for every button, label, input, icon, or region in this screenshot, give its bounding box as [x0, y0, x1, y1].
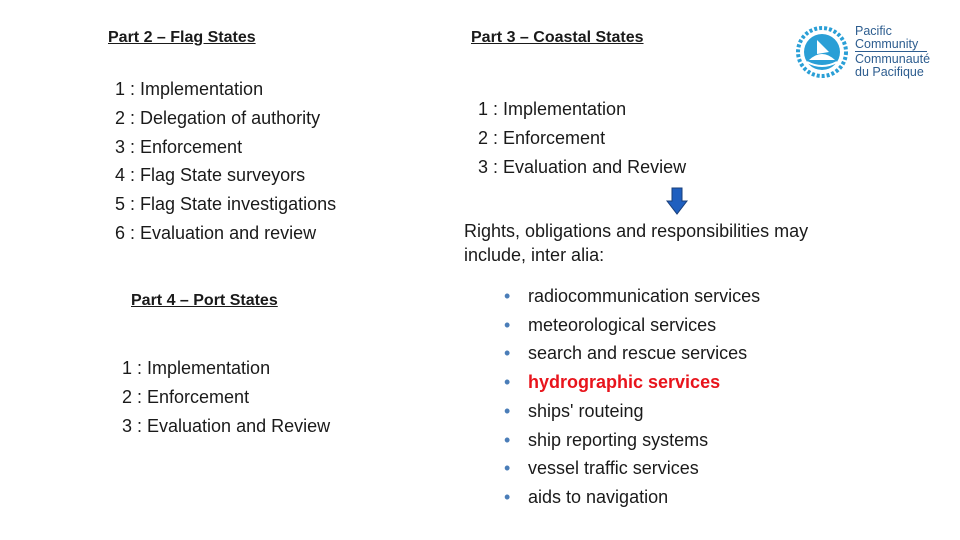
- list-item: • vessel traffic services: [504, 454, 760, 483]
- services-list: [504, 282, 760, 512]
- list-item-highlighted: • hydrographic services: [504, 368, 760, 397]
- list-item: 5 : Flag State investigations: [115, 194, 337, 215]
- bullet-icon: •: [504, 286, 511, 306]
- part3-list: [478, 95, 686, 181]
- list-item: • aids to navigation: [504, 483, 760, 512]
- list-item: 2 : Enforcement: [122, 386, 250, 407]
- list-item: 1 : Implementation: [478, 99, 627, 119]
- list-item: 2 : Enforcement: [478, 127, 606, 148]
- part3-heading: Part 3 – Coastal States: [471, 29, 644, 46]
- part4-heading: Part 4 – Port States: [131, 292, 278, 309]
- logo-emblem-icon: [795, 22, 851, 84]
- list-item: • ships' routeing: [504, 397, 760, 426]
- list-item: 3 : Evaluation and Review: [122, 415, 331, 436]
- list-item: • ship reporting systems: [504, 426, 760, 455]
- logo-text-english: Pacific Community: [855, 24, 919, 51]
- list-item: 1 : Implementation: [122, 358, 271, 378]
- list-item: 3 : Evaluation and Review: [478, 156, 687, 177]
- list-item: 2 : Delegation of authority: [115, 107, 321, 128]
- list-item: 6 : Evaluation and review: [115, 222, 317, 243]
- part2-list: [115, 75, 336, 248]
- list-item: • radiocommunication services: [504, 282, 760, 311]
- bullet-icon: •: [504, 343, 511, 364]
- list-item: 1 : Implementation: [115, 79, 264, 99]
- list-item: • meteorological services: [504, 311, 760, 340]
- bullet-icon: •: [504, 314, 511, 335]
- part4-list: [122, 354, 330, 440]
- part2-heading: Part 2 – Flag States: [108, 29, 256, 46]
- list-item: • search and rescue services: [504, 339, 760, 368]
- list-item: 3 : Enforcement: [115, 136, 243, 157]
- bullet-icon: •: [504, 372, 511, 393]
- down-arrow-icon: [666, 187, 688, 215]
- logo-text-french: Communauté du Pacifique: [855, 52, 931, 79]
- list-item: 4 : Flag State surveyors: [115, 165, 306, 186]
- bullet-icon: •: [504, 429, 511, 450]
- rights-paragraph: Rights, obligations and responsibilities may include, inter alia:: [464, 221, 809, 265]
- bullet-icon: •: [504, 400, 511, 421]
- bullet-icon: •: [504, 486, 511, 507]
- bullet-icon: •: [504, 458, 511, 479]
- pacific-community-logo: [795, 22, 930, 84]
